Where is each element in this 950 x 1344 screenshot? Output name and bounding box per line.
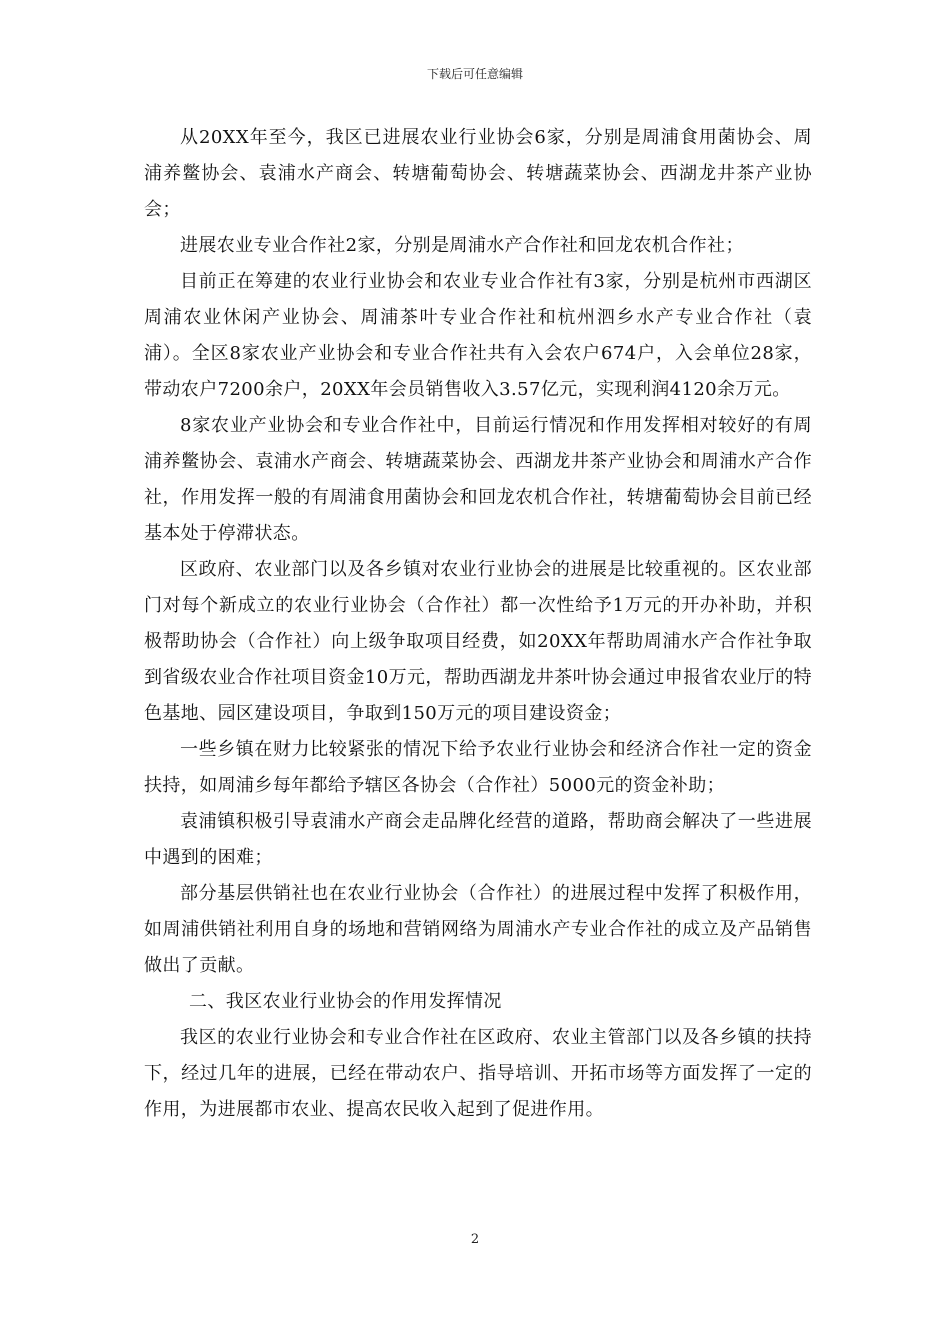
- paragraph-government-support: 区政府、农业部门以及各乡镇对农业行业协会的进展是比较重视的。区农业部门对每个新成立的农业行业协会（合作社）都一次性给予1万元的开办补助，并积极帮助协会（合作社）向上级争取项目经费，如20XX年帮助周浦水产合作社争取到省级农业合作社项目资金10万元，帮助西湖龙井茶叶协会通过申报省农业厅的特色基地、园区建设项目，争取到150万元的项目建设资金；: [144, 559, 812, 724]
- paragraph-township-funding: 一些乡镇在财力比较紧张的情况下给予农业行业协会和经济合作社一定的资金扶持，如周浦乡每年都给予辖区各协会（合作社）5000元的资金补助；: [144, 739, 812, 796]
- paragraph-yuanpu-branding: 袁浦镇积极引导袁浦水产商会走品牌化经营的道路，帮助商会解决了一些进展中遇到的困难；: [144, 811, 812, 868]
- paragraph-operation-status: 8家农业产业协会和专业合作社中，目前运行情况和作用发挥相对较好的有周浦养鳖协会、袁浦水产商会、转塘蔬菜协会、西湖龙井茶产业协会和周浦水产合作社，作用发挥一般的有周浦食用菌协会和回龙农机合作社，转塘葡萄协会目前已经基本处于停滞状态。: [144, 415, 812, 544]
- section-heading: 二、我区农业行业协会的作用发挥情况: [189, 991, 502, 1012]
- paragraph-role-summary: 我区的农业行业协会和专业合作社在区政府、农业主管部门以及各乡镇的扶持下，经过几年的进展，已经在带动农户、指导培训、开拓市场等方面发挥了一定的作用，为进展都市农业、提高农民收入起到了促进作用。: [144, 1027, 812, 1120]
- page-number: 2: [470, 1232, 480, 1247]
- page-header: 下载后可任意编辑: [426, 67, 523, 81]
- paragraph-under-construction: 目前正在筹建的农业行业协会和农业专业合作社有3家，分别是杭州市西湖区周浦农业休闲产业协会、周浦茶叶专业合作社和杭州泗乡水产专业合作社（袁浦）。全区8家农业产业协会和专业合作社共有入会农户674户，入会单位28家，带动农户7200余户，20XX年会员销售收入3.57亿元，实现利润4120余万元。: [144, 271, 812, 400]
- paragraph-associations-count: 从20XX年至今，我区已进展农业行业协会6家，分别是周浦食用菌协会、周浦养鳖协会、袁浦水产商会、转塘葡萄协会、转塘蔬菜协会、西湖龙井茶产业协会；: [144, 127, 812, 220]
- paragraph-cooperatives-count: 进展农业专业合作社2家，分别是周浦水产合作社和回龙农机合作社；: [180, 235, 744, 256]
- document-body: [144, 120, 812, 1128]
- paragraph-supply-cooperatives: 部分基层供销社也在农业行业协会（合作社）的进展过程中发挥了积极作用，如周浦供销社利用自身的场地和营销网络为周浦水产专业合作社的成立及产品销售做出了贡献。: [144, 883, 812, 976]
